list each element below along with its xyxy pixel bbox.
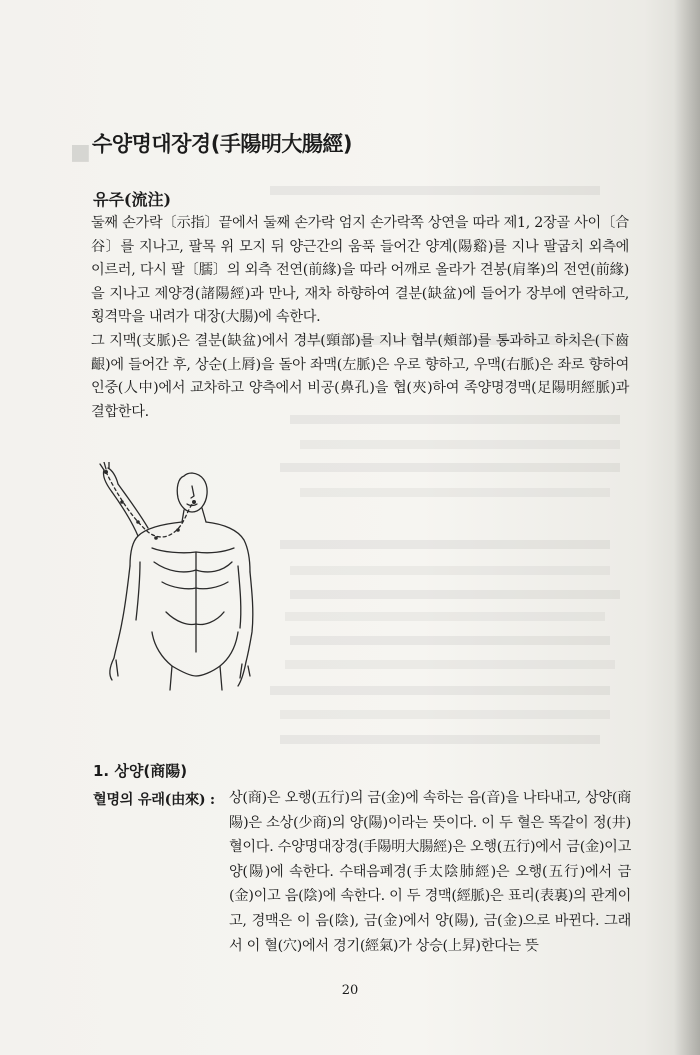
- body-paragraph: 둘째 손가락〔示指〕끝에서 둘째 손가락 엄지 손가락쪽 상연을 따라 제1, 2장골 사이〔合谷〕를 지나고, 팔목 위 모지 뒤 양근간의 움푹 들어간 양계(陽谿)를 지나 팔굽치 외측에 이르러, 다시 팔〔臑〕의 외측 전연(前緣)을 따라 어깨로 올라가 견봉(肩峯)의 전연(前緣)을 지나고 제양경(諸陽經)과 만나, 재차 하향하여 결분(缺盆)에 들어가 장부에 연락하고, 횡격막을 내려가 대장(大腸)에 속한다.: [91, 215, 629, 326]
- section-body: [91, 212, 629, 424]
- page-title: 수양명대장경(手陽明大腸經): [92, 132, 352, 156]
- origin-description: 상(商)은 오행(五行)의 금(金)에 속하는 음(音)을 나타내고, 상양(商陽)은 소상(少商)의 양(陽)이라는 뜻이다. 이 두 혈은 똑같이 정(井)혈이다. 수양명대장경(手陽明大腸經)은 오행(五行)에서 금(金)이고 양(陽)에 속한다. 수태음폐경(手太陰肺經)은 오행(五行)에서 금(金)이고 음(陰)에 속한다. 이 두 경맥(經脈)은 표리(表裏)의 관계이고, 경맥은 이 음(陰), 금(金)에서 양(陽), 금(金)으로 바뀐다. 그래서 이 혈(穴)에서 경기(經氣)가 상승(上昇)한다는 뜻: [229, 790, 631, 954]
- book-spine-shadow: [674, 0, 700, 1055]
- page-number: 20: [341, 983, 359, 998]
- origin-label: 혈명의 유래(由來) :: [93, 792, 215, 808]
- acupoint-heading: 1. 상양(商陽): [93, 762, 188, 780]
- meridian-body-illustration: [92, 462, 262, 692]
- section-label: 유주(流注): [93, 190, 172, 209]
- document-page: ■ 수양명대장경(手陽明大腸經) 유주(流注) 둘째 손가락〔示指〕끝에서 둘째 손가락 엄지 손가락쪽 상연을 따라 제1, 2장골 사이〔合谷〕를 지나고, 팔목 위 모지 뒤 양근간의 움푹 들어간 양계(陽谿)를 지나 팔굽치 외측에 이르러, 다시 팔〔臑〕의 외측 전연(前緣)을 따라 어깨로 올라가 견봉(肩峯)의 전연(前緣)을 지나고 제양경(諸陽經)과 만나, 재차 하향하여 결분(缺盆)에 들어가 장부에 연락하고, 횡격막을 내려가 대장(大腸)에 속한다. 그 지맥(支脈)은 결분(缺盆)에서 경부(頸部)를 지나 협부(頰部)를 통과하고 하치은(下齒齦)에 들어간 후, 상순(上脣)을 돌아 좌맥(左脈)은 우로 향하고, 우맥(右脈)은 좌로 향하여 인중(人中)에서 교차하고 양측에서 비공(鼻孔)을 협(夾)하여 족양명경맥(足陽明經脈)과 결합한다. 1. 상양(商陽) 혈명의 유래(由來) : 상(商)은 오행(五行)의 금(金)에 속하는 음(音)을 나타내고, 상양(商陽)은 소상(少商)의 양(陽)이라는 뜻이다. 이 두 혈은 똑같이 정(井)혈이다. 수양명대장경(手陽明大腸經)은 오행(五行)에서 금(金)이고 양(陽)에 속한다. 수태음폐경(手太陰肺經)은 오행(五行)에서 금(金)이고 음(陰)에 속한다. 이 두 경맥(經脈)은 표리(表裏)의 관계이고, 경맥은 이 음(陰), 금(金)에서 양(陽), 금(金)으로 바뀐다. 그래서 이 혈(穴)에서 경기(經氣)가 상승(上昇)한다는 뜻 20: [0, 0, 700, 1055]
- body-paragraph: 그 지맥(支脈)은 결분(缺盆)에서 경부(頸部)를 지나 협부(頰部)를 통과하고 하치은(下齒齦)에 들어간 후, 상순(上脣)을 돌아 좌맥(左脈)은 우로 향하고, 우맥(右脈)은 좌로 향하여 인중(人中)에서 교차하고 양측에서 비공(鼻孔)을 협(夾)하여 족양명경맥(足陽明經脈)과 결합한다.: [91, 332, 629, 420]
